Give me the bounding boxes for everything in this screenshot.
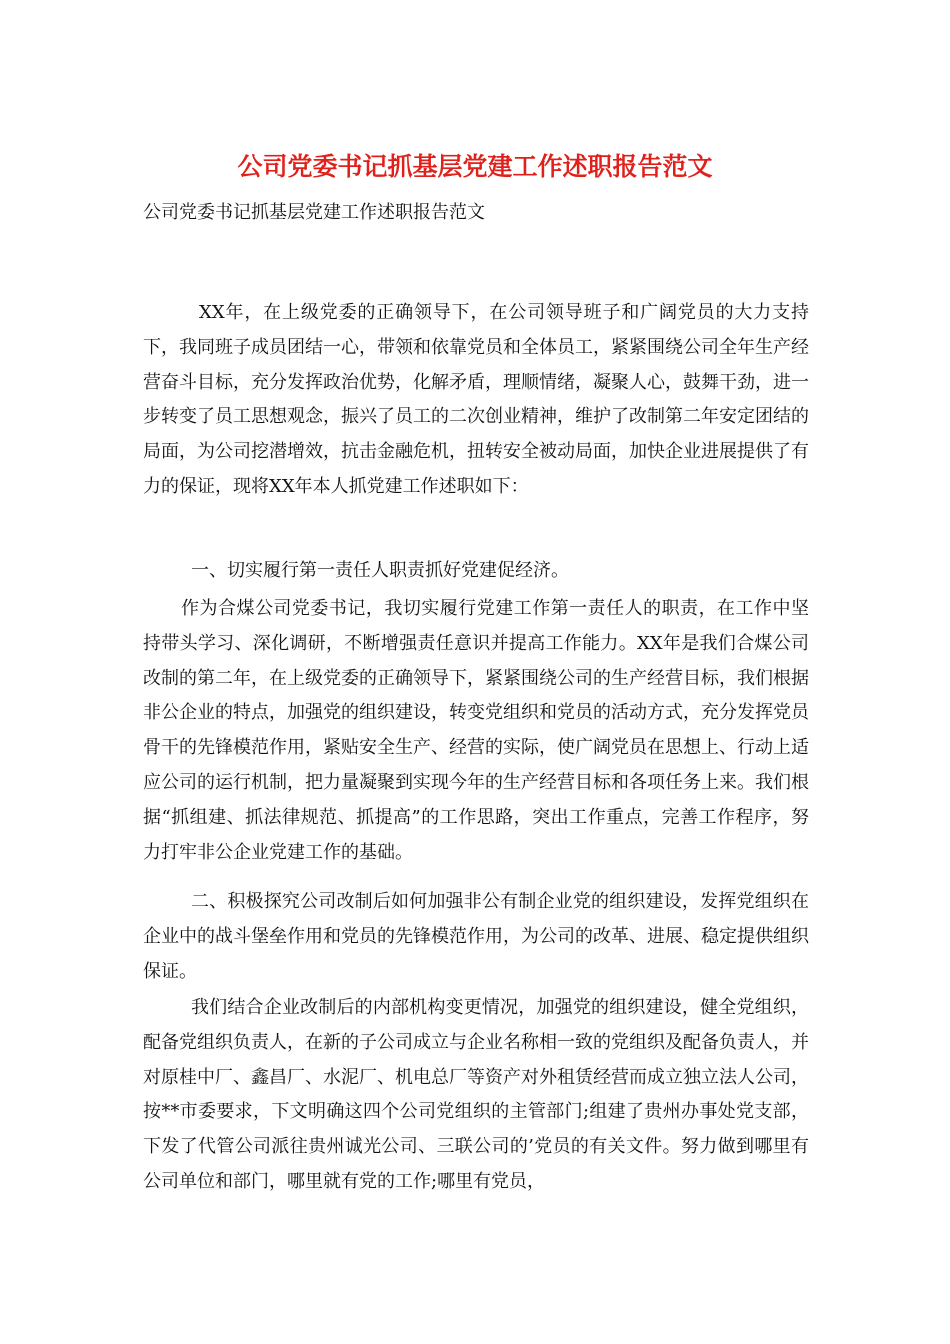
document-title: 公司党委书记抓基层党建工作述职报告范文 <box>237 152 713 181</box>
section-heading-1: 一、切实履行第一责任人职责抓好党建促经济。 <box>191 560 569 581</box>
body-paragraph: 作为合煤公司党委书记，我切实履行党建工作第一责任人的职责，在工作中坚持带头学习、深化调研，不断增强责任意识并提高工作能力。XX年是我们合煤公司改制的第二年，在上级党委的正确领导下，紧紧围绕公司的生产经营目标，我们根据非公企业的特点，加强党的组织建设，转变党组织和党员的活动方式，充分发挥党员骨干的先锋模范作用，紧贴安全生产、经营的实际，使广阔党员在思想上、行动上适应公司的运行机制，把力量凝聚到实现今年的生产经营目标和各项任务上来。我们根据“抓组建、抓法律规范、抓提高”的工作思路，突出工作重点，完善工作程序，努力打牢非公企业党建工作的基础。 <box>143 598 809 863</box>
section-heading-2: 二、积极探究公司改制后如何加强非公有制企业党的组织建设，发挥党组织在企业中的战斗堡垒作用和党员的先锋模范作用，为公司的改革、进展、稳定提供组织保证。 <box>143 891 809 982</box>
intro-paragraph: XX年，在上级党委的正确领导下，在公司领导班子和广阔党员的大力支持下，我同班子成员团结一心，带领和依靠党员和全体员工，紧紧围绕公司全年生产经营奋斗目标，充分发挥政治优势，化解矛盾，理顺情绪，凝聚人心，鼓舞干劲，进一步转变了员工思想观念，振兴了员工的二次创业精神，维护了改制第二年安定团结的局面，为公司挖潜增效，抗击金融危机，扭转安全被动局面，加快企业进展提供了有力的保证，现将XX年本人抓党建工作述职如下： <box>143 302 809 497</box>
document-subtitle: 公司党委书记抓基层党建工作述职报告范文 <box>143 202 485 223</box>
body-paragraph: 我们结合企业改制后的内部机构变更情况，加强党的组织建设，健全党组织，配备党组织负责人，在新的子公司成立与企业名称相一致的党组织及配备负责人，并对原桂中厂、鑫昌厂、水泥厂、机电总厂等资产对外租赁经营而成立独立法人公司，按**市委要求，下文明确这四个公司党组织的主管部门;组建了贵州办事处党支部，下发了代管公司派往贵州诚光公司、三联公司的’党员的有关文件。努力做到哪里有公司单位和部门，哪里就有党的工作;哪里有党员， <box>143 997 809 1192</box>
